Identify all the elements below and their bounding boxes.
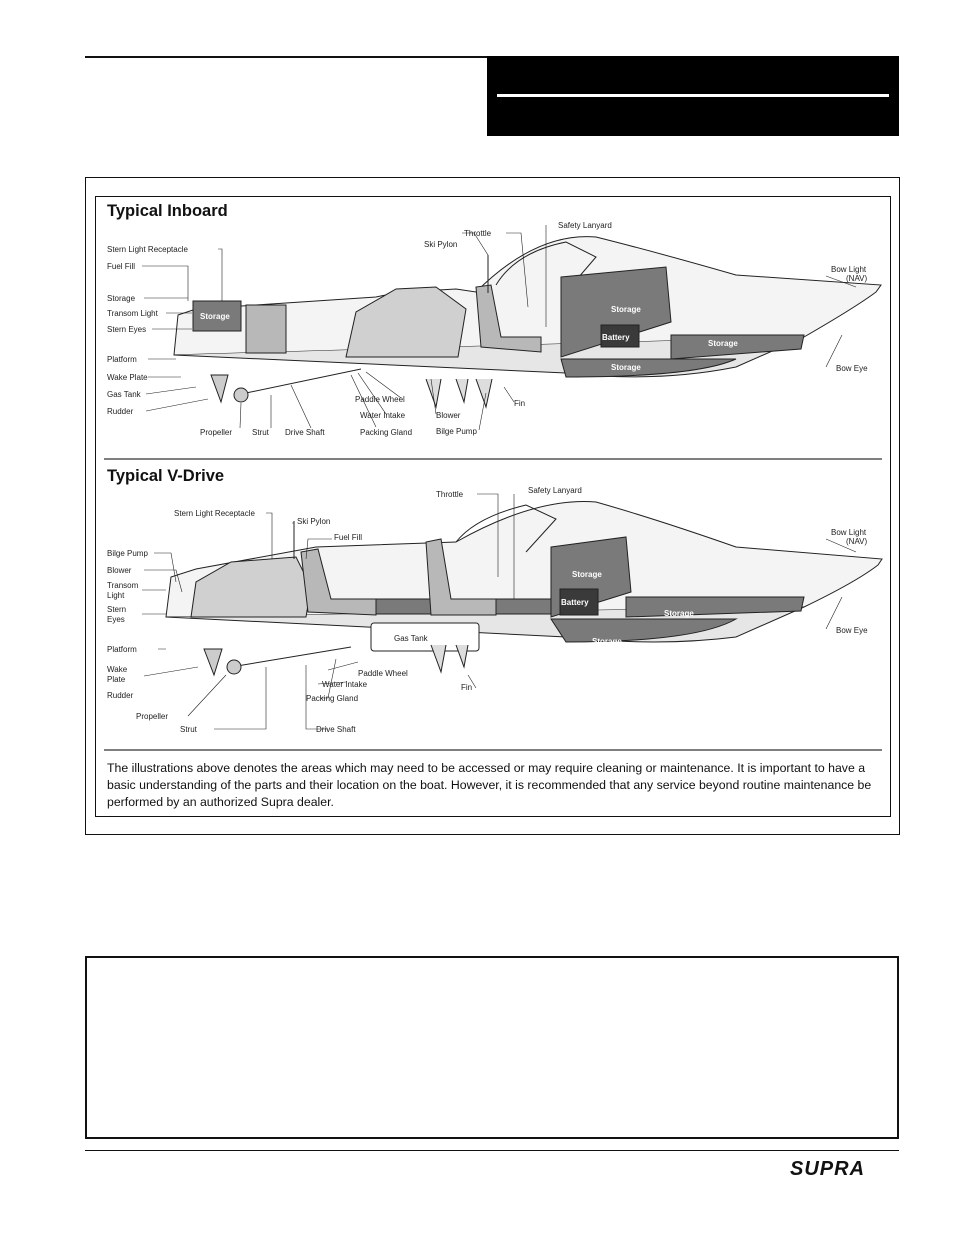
inboard-label-bilge-pump: Bilge Pump [436, 427, 477, 436]
inboard-seat-stern [246, 305, 286, 353]
inboard-label-storage: Storage [107, 294, 136, 303]
figure-frame [85, 177, 900, 835]
vdrive-label-transom-light-2: Light [107, 591, 125, 600]
inboard-label-drive-shaft: Drive Shaft [285, 428, 325, 437]
header-block-line [497, 94, 889, 97]
figure-caption: The illustrations above denotes the areas which may need to be accessed or may require cleaning or maintenance. It is important to have a basic understanding of the parts and their location on the boat. However, it is recommended that any service beyond routine maintenance be performed by an authorized Supra dealer. [107, 761, 872, 809]
inboard-label-throttle: Throttle [464, 229, 492, 238]
vdrive-diagram [142, 494, 882, 729]
vdrive-label-platform: Platform [107, 645, 137, 654]
inboard-label-packing-gland: Packing Gland [360, 428, 413, 437]
inboard-label-blower: Blower [436, 411, 461, 420]
inboard-fins [426, 379, 492, 407]
inboard-label-stern-eyes: Stern Eyes [107, 325, 147, 334]
inboard-label-gas-tank: Gas Tank [107, 390, 141, 399]
inboard-label-safety-lanyard: Safety Lanyard [558, 221, 612, 230]
vdrive-label-drive-shaft: Drive Shaft [316, 725, 356, 734]
inboard-drive-shaft [246, 369, 361, 393]
header-rule [85, 56, 487, 58]
vdrive-label-stern-light-receptacle: Stern Light Receptacle [174, 509, 255, 518]
vdrive-floor-storage-2 [496, 599, 551, 614]
inboard-label-propeller: Propeller [200, 428, 233, 437]
boat-diagrams [96, 197, 892, 818]
inboard-label-battery: Battery [602, 333, 630, 342]
inboard-label-storage-bow: Storage [611, 305, 641, 314]
inboard-label-bow-light-1: Bow Light [831, 265, 867, 274]
inboard-label-bow-eye: Bow Eye [836, 364, 868, 373]
vdrive-label-stern-eyes-1: Stern [107, 605, 127, 614]
vdrive-label-bilge-pump: Bilge Pump [107, 549, 148, 558]
inboard-title: Typical Inboard [107, 202, 228, 220]
vdrive-label-stern-eyes-2: Eyes [107, 615, 125, 624]
note-box [85, 956, 899, 1139]
vdrive-label-paddle-wheel: Paddle Wheel [358, 669, 408, 678]
vdrive-label-bow-light-1: Bow Light [831, 528, 867, 537]
vdrive-drive-shaft [231, 647, 351, 667]
section-header-block [487, 56, 899, 136]
vdrive-label-bow-light-2: (NAV) [846, 537, 868, 546]
vdrive-rudder [204, 649, 222, 675]
vdrive-label-storage-hull: Storage [592, 637, 622, 646]
vdrive-label-water-intake: Water Intake [322, 680, 368, 689]
inboard-label-transom-light: Transom Light [107, 309, 158, 318]
inboard-label-ski-pylon: Ski Pylon [424, 240, 458, 249]
vdrive-propeller [227, 660, 241, 674]
inboard-label-bow-light-2: (NAV) [846, 274, 868, 283]
vdrive-label-storage-floor: Storage [664, 609, 694, 618]
vdrive-label-bow-eye: Bow Eye [836, 626, 868, 635]
vdrive-label-storage-bow: Storage [572, 570, 602, 579]
vdrive-label-wake-plate-2: Plate [107, 675, 126, 684]
inboard-rudder [211, 375, 228, 402]
vdrive-label-blower: Blower [107, 566, 132, 575]
inboard-propeller [234, 388, 248, 402]
vdrive-label-packing-gland: Packing Gland [306, 694, 359, 703]
vdrive-label-throttle: Throttle [436, 490, 464, 499]
inboard-label-wake-plate: Wake Plate [107, 373, 148, 382]
figure-inner-frame [95, 196, 891, 817]
vdrive-title: Typical V-Drive [107, 467, 225, 485]
vdrive-label-battery: Battery [561, 598, 589, 607]
inboard-diagram [142, 225, 881, 430]
inboard-label-water-intake: Water Intake [360, 411, 406, 420]
vdrive-floor-storage-1 [376, 599, 431, 614]
vdrive-engine [191, 557, 311, 617]
inboard-label-storage-stern: Storage [200, 312, 230, 321]
inboard-label-fin: Fin [514, 399, 526, 408]
vdrive-label-transom-light-1: Transom [107, 581, 139, 590]
vdrive-label-rudder: Rudder [107, 691, 134, 700]
inboard-label-fuel-fill: Fuel Fill [107, 262, 136, 271]
vdrive-label-fuel-fill: Fuel Fill [334, 533, 363, 542]
vdrive-label-fin: Fin [461, 683, 473, 692]
footer-rule [85, 1150, 899, 1151]
inboard-label-paddle-wheel: Paddle Wheel [355, 395, 405, 404]
inboard-label-strut: Strut [252, 428, 269, 437]
inboard-label-storage-floor: Storage [708, 339, 738, 348]
supra-logo: SUPRA [790, 1158, 866, 1180]
inboard-label-rudder: Rudder [107, 407, 134, 416]
inboard-label-storage-hull: Storage [611, 363, 641, 372]
vdrive-label-strut: Strut [180, 725, 197, 734]
vdrive-label-propeller: Propeller [136, 712, 169, 721]
vdrive-label-wake-plate-1: Wake [107, 665, 128, 674]
vdrive-label-gas-tank: Gas Tank [394, 634, 428, 643]
inboard-label-stern-light-receptacle: Stern Light Receptacle [107, 245, 188, 254]
vdrive-label-safety-lanyard: Safety Lanyard [528, 486, 582, 495]
inboard-label-platform: Platform [107, 355, 137, 364]
vdrive-label-ski-pylon: Ski Pylon [297, 517, 331, 526]
